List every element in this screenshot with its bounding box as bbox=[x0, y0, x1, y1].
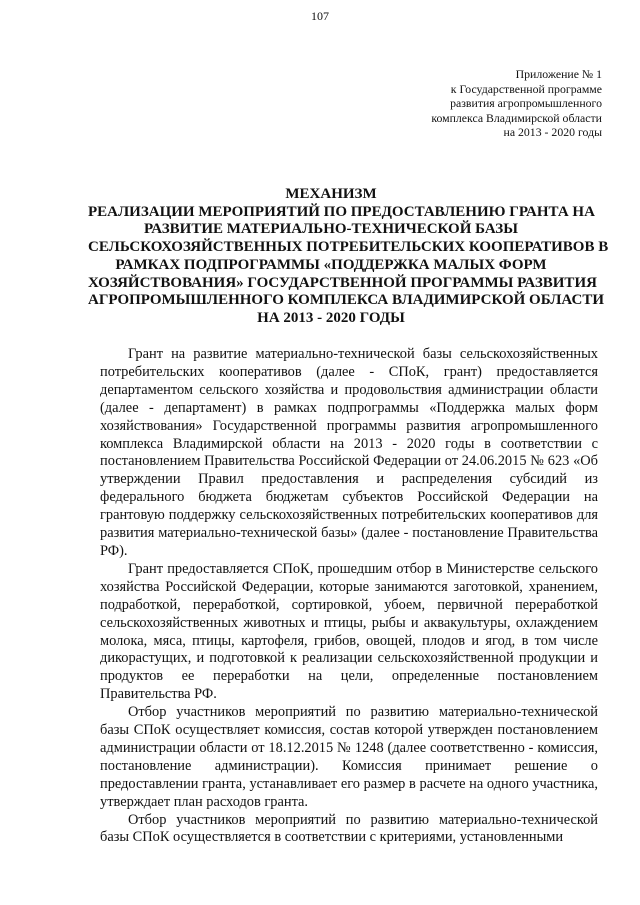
title-line: НА 2013 - 2020 ГОДЫ bbox=[257, 309, 405, 326]
paragraph-grant-recipients: Грант предоставляется СПоК, прошедшим отбор в Министерстве сельского хозяйства Российской Федерации, которые занимаются заготовкой, хранением, подработкой, переработкой, сортировкой, убоем, первичной переработкой сельскохозяйственных животных и птицы, рыбы и аквакультуры, охлаждением молока, мяса, птицы, картофеля, грибов, овощей, плодов и ягод, в том числе дикорастущих, и подготовкой к реализации сельскохозяйственной продукции и продуктов ее переработки на цели, определенные постановлением Правительства РФ. bbox=[100, 560, 598, 703]
appendix-header bbox=[431, 67, 602, 140]
appendix-line: комплекса Владимирской области bbox=[431, 110, 602, 125]
title-line: АГРОПРОМЫШЛЕННОГО КОМПЛЕКСА ВЛАДИМИРСКОЙ ОБЛАСТИ bbox=[88, 292, 605, 309]
title-line: ХОЗЯЙСТВОВАНИЯ» ГОСУДАРСТВЕННОЙ ПРОГРАММЫ РАЗВИТИЯ bbox=[88, 274, 597, 291]
title-line: РЕАЛИЗАЦИИ МЕРОПРИЯТИЙ ПО ПРЕДОСТАВЛЕНИЮ ГРАНТА НА bbox=[88, 203, 595, 220]
paragraph-selection-commission: Отбор участников мероприятий по развитию материально-технической базы СПоК осуществляет комиссия, состав которой утвержден постановлением администрации области от 18.12.2015 № 1248 (далее соответственно - комиссия, постановление администрации). Комиссия принимает решение о предоставлении гранта, устанавливает его размер в расчете на одного участника, утверждает план расходов гранта. bbox=[100, 704, 598, 810]
paragraph-grant-intro: Грант на развитие материально-технической базы сельскохозяйственных потребительских кооперативов (далее - СПоК, грант) предоставляется департаментом сельского хозяйства и продовольствия администрации области (далее - департамент) в рамках подпрограммы «Поддержка малых форм хозяйствования» Государственной программы развития агропромышленного комплекса Владимирской области на 2013 - 2020 годы в соответствии с постановлением Правительства Российской Федерации от 24.06.2015 № 623 «Об утверждении Правил предоставления и распределения субсидий из федерального бюджета бюджетам субъектов Российской Федерации на грантовую поддержку сельскохозяйственных потребительских кооперативов для развития материально-технической базы» (далее - постановление Правительства РФ). bbox=[100, 346, 598, 559]
title-line: РАЗВИТИЕ МАТЕРИАЛЬНО-ТЕХНИЧЕСКОЙ БАЗЫ bbox=[144, 221, 518, 238]
appendix-line: Приложение № 1 bbox=[515, 67, 602, 81]
paragraph-selection-criteria: Отбор участников мероприятий по развитию материально-технической базы СПоК осуществляется в соответствии с критериями, установленными bbox=[100, 811, 598, 846]
body-text bbox=[100, 346, 598, 847]
title-line: МЕХАНИЗМ bbox=[285, 186, 377, 202]
appendix-line: к Государственной программе bbox=[450, 81, 602, 96]
title-line: РАМКАХ ПОДПРОГРАММЫ «ПОДДЕРЖКА МАЛЫХ ФОРМ bbox=[115, 256, 547, 273]
page-number: 107 bbox=[311, 9, 329, 23]
appendix-line: развития агропромышленного bbox=[450, 96, 602, 110]
appendix-line: на 2013 - 2020 годы bbox=[503, 125, 602, 139]
title-line: СЕЛЬСКОХОЗЯЙСТВЕННЫХ ПОТРЕБИТЕЛЬСКИХ КООПЕРАТИВОВ В bbox=[88, 239, 609, 256]
document-title bbox=[88, 186, 609, 328]
